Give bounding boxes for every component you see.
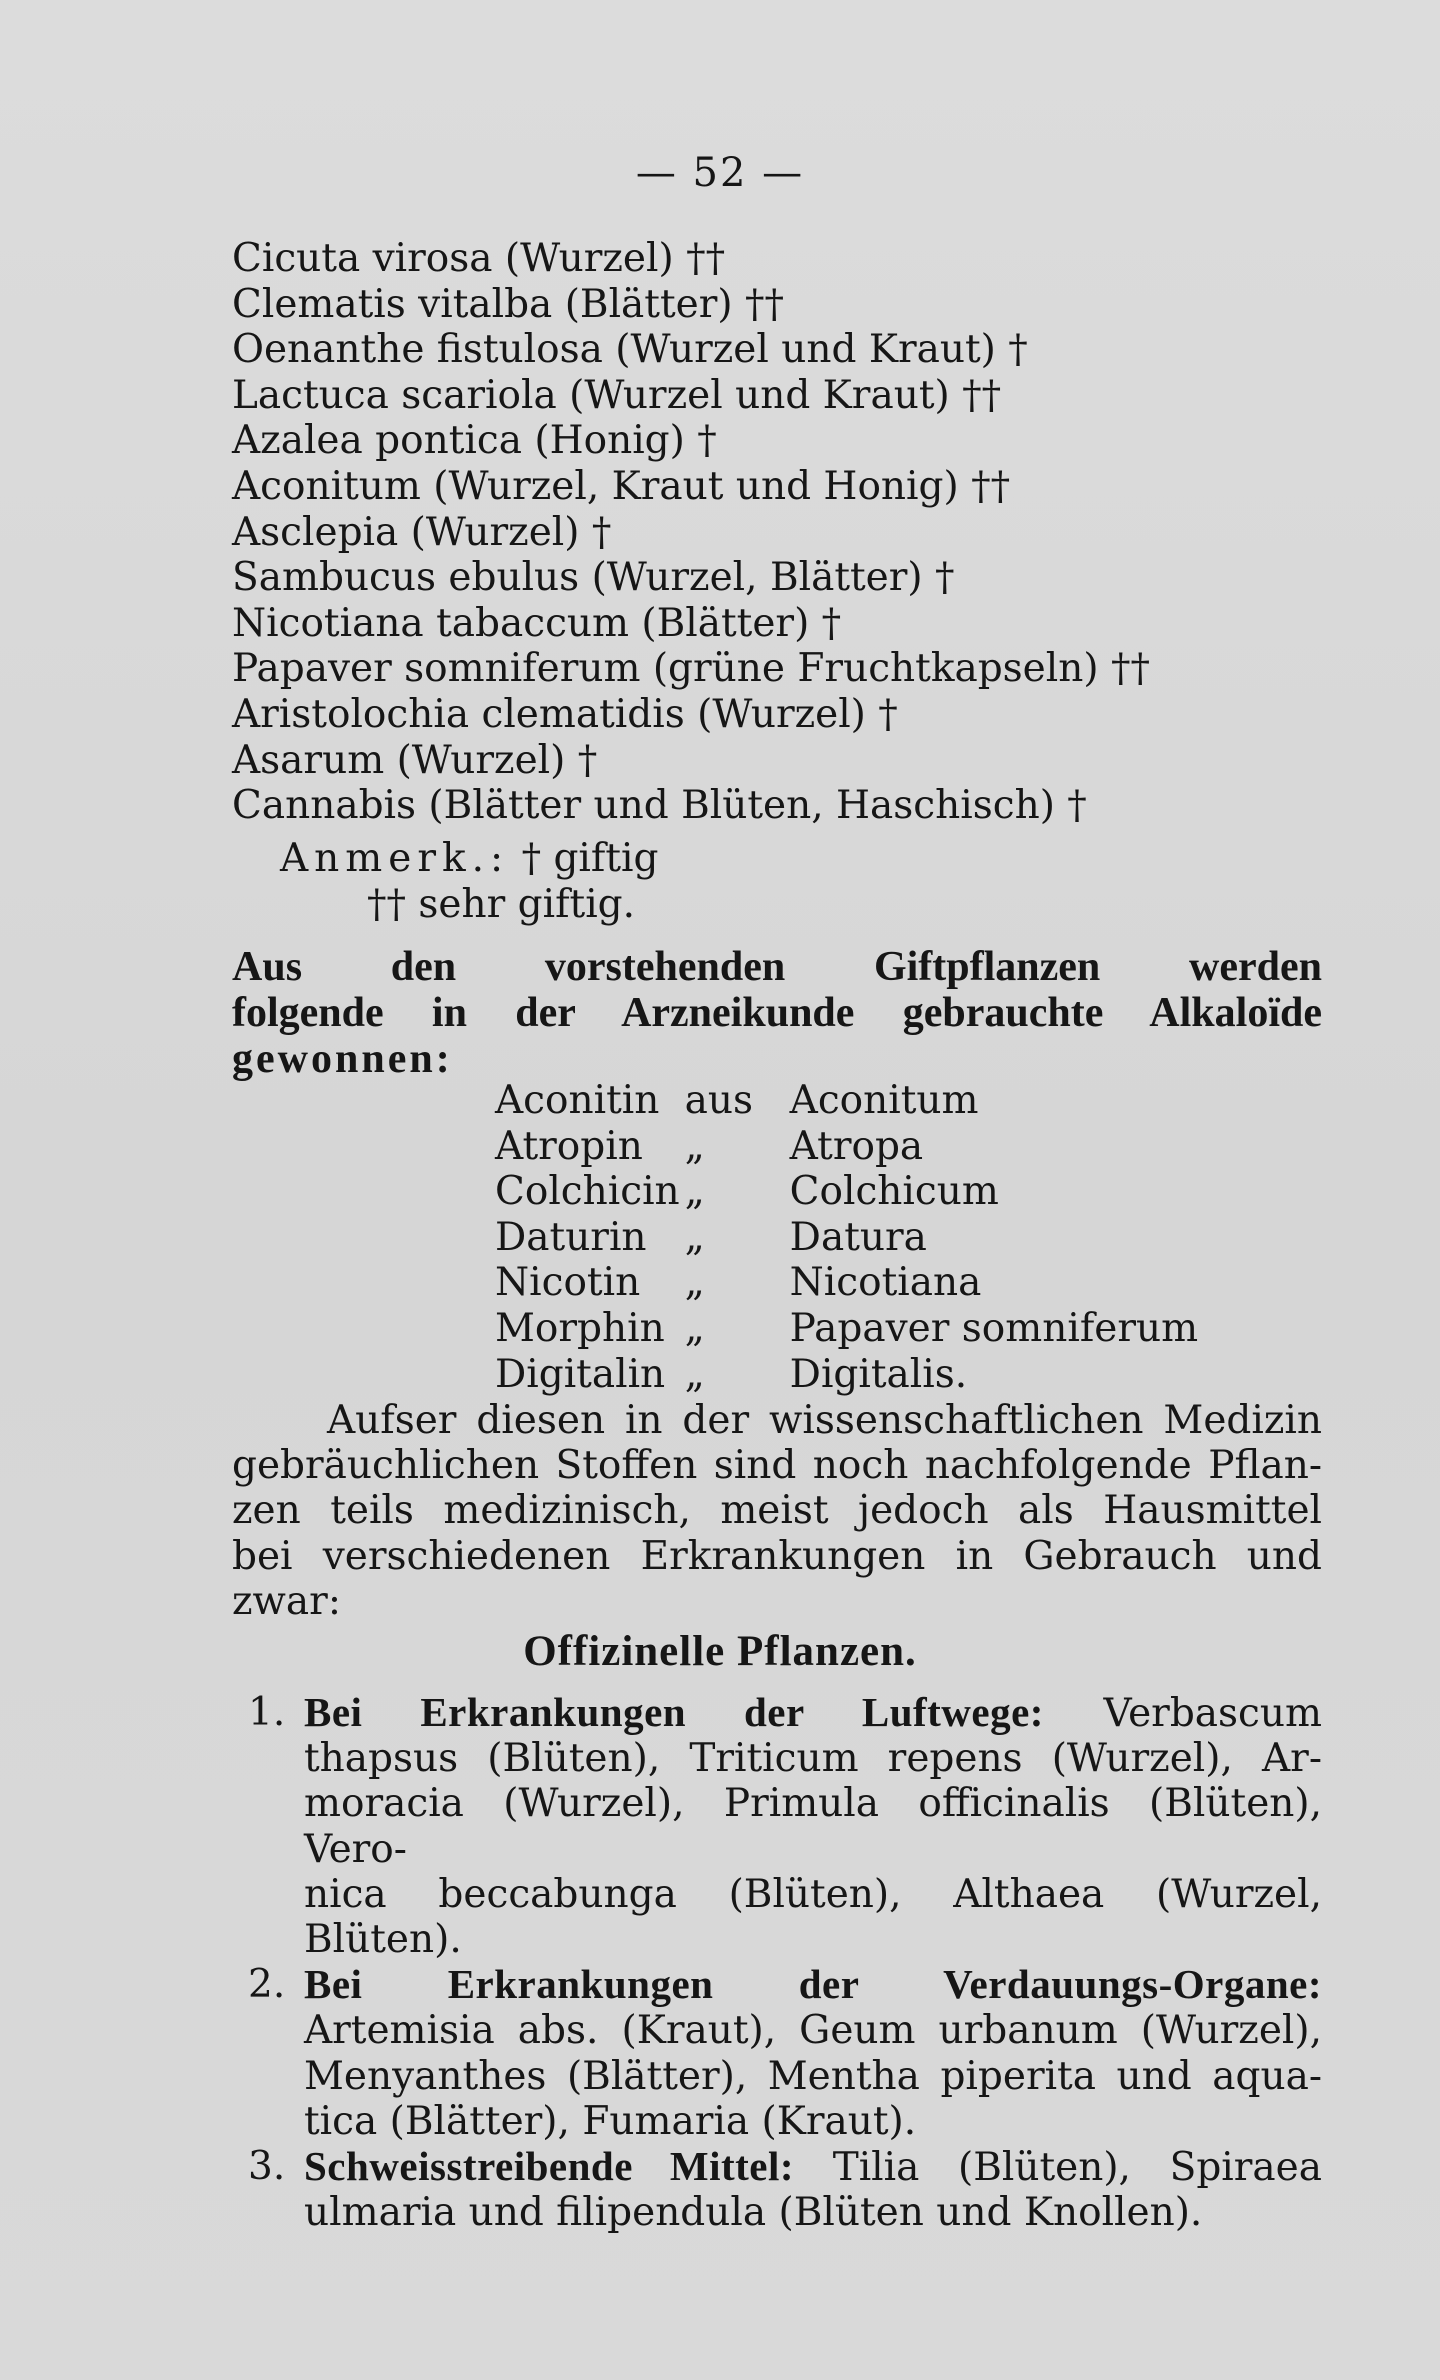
- section-title: Offizinelle Pflanzen.: [523, 1628, 917, 1675]
- paragraph-line: zen teils medizinisch, meist jedoch als Hausmittel: [232, 1488, 1322, 1534]
- list-item: Cicuta virosa (Wurzel) ††: [232, 236, 726, 281]
- note-giftig: † giftig: [521, 836, 659, 881]
- list-item: Asarum (Wurzel) †: [232, 737, 598, 783]
- alkaloid-table: [495, 1078, 1198, 1397]
- list-item: Aconitum (Wurzel, Kraut und Honig) ††: [232, 463, 1011, 509]
- list-item: Asclepia (Wurzel) †: [232, 509, 612, 555]
- table-row: Morphin „ Papaver somniferum: [495, 1305, 1199, 1351]
- item-number: 1.: [248, 1690, 286, 1735]
- list-item: [232, 1690, 1322, 1962]
- table-row: Atropin „ Atropa: [495, 1123, 924, 1169]
- list-item: Nicotiana tabaccum (Blätter) †: [232, 600, 842, 646]
- paragraph-line: zwar:: [232, 1578, 341, 1624]
- item-line: thapsus (Blüten), Triticum repens (Wurzel), Ar-: [304, 1736, 1322, 1782]
- table-row: Aconitin aus Aconitum: [495, 1078, 979, 1123]
- note-label: Anmerk.:: [280, 836, 510, 881]
- list-item: Sambucus ebulus (Wurzel, Blätter) †: [232, 555, 955, 601]
- item-line: Artemisia abs. (Kraut), Geum urbanum (Wurzel),: [304, 2008, 1322, 2054]
- item-text: Verbascum: [1103, 1691, 1322, 1736]
- list-item: Papaver somniferum (grüne Fruchtkapseln) ††: [232, 646, 1150, 692]
- list-item: Oenanthe fistulosa (Wurzel und Kraut) †: [232, 327, 1028, 373]
- item-title: Bei Erkrankungen der Luftwege:: [304, 1689, 1044, 1735]
- heading-line: Aus den vorstehenden Giftpflanzen werden: [232, 944, 1322, 990]
- item-line: ulmaria und filipendula (Blüten und Knollen).: [304, 2190, 1203, 2236]
- item-line: [304, 2144, 1322, 2190]
- table-row: Colchicin „ Colchicum: [495, 1169, 999, 1215]
- heading-line: gewonnen:: [232, 1036, 453, 1082]
- list-item: Aristolochia clematidis (Wurzel) †: [232, 691, 898, 737]
- item-number: 2.: [248, 1962, 286, 2008]
- item-line: Menyanthes (Blätter), Mentha piperita und aqua-: [304, 2053, 1322, 2099]
- list-item: Cannabis (Blätter und Blüten, Haschisch) †: [232, 783, 1087, 829]
- list-item: [232, 1962, 1322, 2144]
- note-line: †† sehr giftig.: [367, 882, 636, 927]
- item-title: Bei Erkrankungen der Verdauungs-Organe:: [304, 1961, 1322, 2008]
- list-item: Lactuca scariola (Wurzel und Kraut) ††: [232, 372, 1002, 418]
- item-number: 3.: [248, 2144, 286, 2190]
- table-row: Nicotin „ Nicotiana: [495, 1260, 982, 1306]
- note-line: [232, 836, 1322, 882]
- item-line: [304, 1962, 1322, 2008]
- heading-line: folgende in der Arzneikunde gebrauchte Alkaloïde: [232, 990, 1322, 1036]
- table-row: Digitalin „ Digitalis.: [495, 1351, 968, 1397]
- item-line: nica beccabunga (Blüten), Althaea (Wurzel, Blüten).: [304, 1871, 1322, 1963]
- intro-paragraph: [232, 1398, 1322, 1624]
- item-text: Tilia (Blüten), Spiraea: [832, 2145, 1322, 2191]
- paragraph-line: gebräuchlichen Stoffen sind noch nachfolgende Pflan-: [232, 1443, 1322, 1489]
- item-line: [304, 1690, 1322, 1736]
- paragraph-line: Aufser diesen in der wissenschaftlichen Medizin: [327, 1398, 1322, 1443]
- table-row: Daturin „ Datura: [495, 1214, 927, 1260]
- list-item: Azalea pontica (Honig) †: [232, 418, 717, 464]
- page-number: — 52 —: [635, 150, 805, 196]
- item-line: tica (Blätter), Fumaria (Kraut).: [304, 2098, 917, 2144]
- poison-plant-list: [232, 236, 1322, 829]
- item-line: moracia (Wurzel), Primula officinalis (Blüten), Vero-: [304, 1781, 1322, 1872]
- annotation-note: [232, 836, 1322, 928]
- item-title: Schweisstreibende Mittel:: [304, 2143, 795, 2190]
- paragraph-line: bei verschiedenen Erkrankungen in Gebrauch und: [232, 1533, 1322, 1579]
- alkaloid-heading: [232, 944, 1322, 1082]
- list-item: Clematis vitalba (Blätter) ††: [232, 281, 784, 327]
- remedy-list: [232, 1690, 1322, 2235]
- list-item: [232, 2144, 1322, 2235]
